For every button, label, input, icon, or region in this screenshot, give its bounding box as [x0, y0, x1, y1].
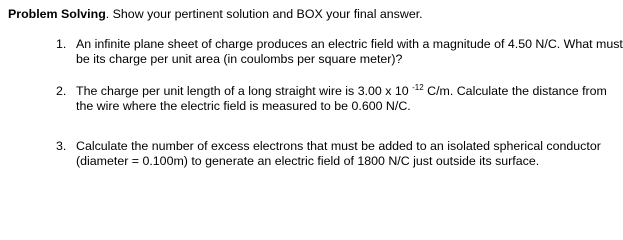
- question-text: [76, 84, 623, 114]
- heading-instructions: . Show your pertinent solution and BOX your final answer.: [105, 7, 423, 21]
- question-text: Calculate the number of excess electrons that must be added to an isolated spherical conductor (diameter = 0.100m) to generate an electric field of 1800 N/C just outside its surface.: [76, 139, 601, 168]
- question-number: 2.: [56, 84, 67, 98]
- instructions-heading: [8, 7, 423, 21]
- heading-title: Problem Solving: [8, 7, 106, 21]
- question-text: An infinite plane sheet of charge produces an electric field with a magnitude of 4.50 N/C. What must be its charge per unit area (in coulombs per square meter)?: [76, 37, 623, 66]
- question-text-part: C/m. Calculate the distance from the wire where the electric field is measured to be 0.600 N/C.: [76, 84, 607, 113]
- question-number: 3.: [56, 139, 67, 153]
- question-text-part: The charge per unit length of a long straight wire is 3.00 x 10: [76, 84, 413, 98]
- question-number: 1.: [56, 37, 67, 51]
- exponent: -12: [412, 83, 424, 92]
